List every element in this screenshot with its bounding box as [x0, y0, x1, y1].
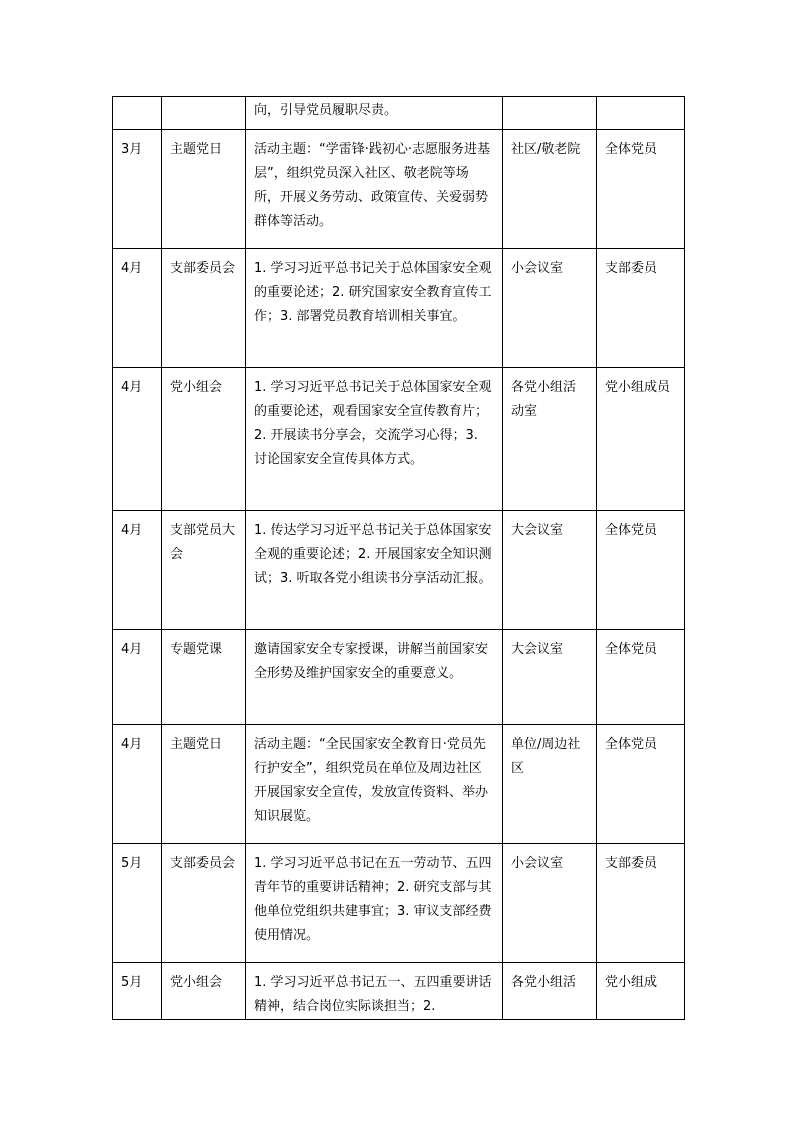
activity-type-cell: 支部委员会: [162, 249, 246, 368]
content-cell: 活动主题：“学雷锋·践初心·志愿服务进基层”，组织党员深入社区、敬老院等场所，开展义务劳动、政策宣传、关爱弱势群体等活动。: [246, 130, 503, 249]
place-cell: 单位/周边社区: [503, 725, 597, 844]
activity-type-cell: 支部委员会: [162, 844, 246, 963]
month-cell: 4月: [113, 725, 162, 844]
table-row: [113, 725, 685, 844]
place-cell: [503, 97, 597, 130]
place-cell: 社区/敬老院: [503, 130, 597, 249]
content-cell: 1. 学习习近平总书记在五一劳动节、五四青年节的重要讲话精神；2. 研究支部与其他单位党组织共建事宜；3. 审议支部经费使用情况。: [246, 844, 503, 963]
table-row: [113, 368, 685, 511]
table-row: [113, 630, 685, 725]
participants-cell: 全体党员: [597, 630, 685, 725]
activity-type-cell: 党小组会: [162, 963, 246, 1020]
month-cell: 5月: [113, 963, 162, 1020]
content-cell: 邀请国家安全专家授课，讲解当前国家安全形势及维护国家安全的重要意义。: [246, 630, 503, 725]
participants-cell: 支部委员: [597, 844, 685, 963]
month-cell: [113, 97, 162, 130]
table-row: [113, 249, 685, 368]
activity-type-cell: 主题党日: [162, 725, 246, 844]
place-cell: 小会议室: [503, 249, 597, 368]
activity-type-cell: 党小组会: [162, 368, 246, 511]
activity-type-cell: [162, 97, 246, 130]
place-cell: 各党小组活: [503, 963, 597, 1020]
table-row: [113, 844, 685, 963]
month-cell: 4月: [113, 368, 162, 511]
participants-cell: 全体党员: [597, 725, 685, 844]
month-cell: 4月: [113, 249, 162, 368]
activity-type-cell: 主题党日: [162, 130, 246, 249]
participants-cell: 党小组成: [597, 963, 685, 1020]
month-cell: 4月: [113, 511, 162, 630]
content-cell: 1. 传达学习习近平总书记关于总体国家安全观的重要论述；2. 开展国家安全知识测试；3. 听取各党小组读书分享活动汇报。: [246, 511, 503, 630]
month-cell: 3月: [113, 130, 162, 249]
place-cell: 小会议室: [503, 844, 597, 963]
content-cell: 1. 学习习近平总书记关于总体国家安全观的重要论述；2. 研究国家安全教育宣传工作；3. 部署党员教育培训相关事宜。: [246, 249, 503, 368]
table-row: [113, 130, 685, 249]
activity-type-cell: 专题党课: [162, 630, 246, 725]
participants-cell: [597, 97, 685, 130]
participants-cell: 支部委员: [597, 249, 685, 368]
place-cell: 大会议室: [503, 511, 597, 630]
activity-plan-table: [112, 96, 685, 1020]
table-row: [113, 511, 685, 630]
table-row: [113, 963, 685, 1020]
month-cell: 4月: [113, 630, 162, 725]
content-cell: 活动主题：“全民国家安全教育日·党员先行护安全”，组织党员在单位及周边社区开展国家安全宣传，发放宣传资料、举办知识展览。: [246, 725, 503, 844]
participants-cell: 全体党员: [597, 511, 685, 630]
content-cell: 1. 学习习近平总书记关于总体国家安全观的重要论述，观看国家安全宣传教育片；2. 开展读书分享会，交流学习心得；3. 讨论国家安全宣传具体方式。: [246, 368, 503, 511]
table-row: [113, 97, 685, 130]
place-cell: 大会议室: [503, 630, 597, 725]
activity-type-cell: 支部党员大会: [162, 511, 246, 630]
place-cell: 各党小组活动室: [503, 368, 597, 511]
content-cell: 向，引导党员履职尽责。: [246, 97, 503, 130]
participants-cell: 全体党员: [597, 130, 685, 249]
month-cell: 5月: [113, 844, 162, 963]
content-cell: 1. 学习习近平总书记五一、五四重要讲话精神，结合岗位实际谈担当；2.: [246, 963, 503, 1020]
participants-cell: 党小组成员: [597, 368, 685, 511]
